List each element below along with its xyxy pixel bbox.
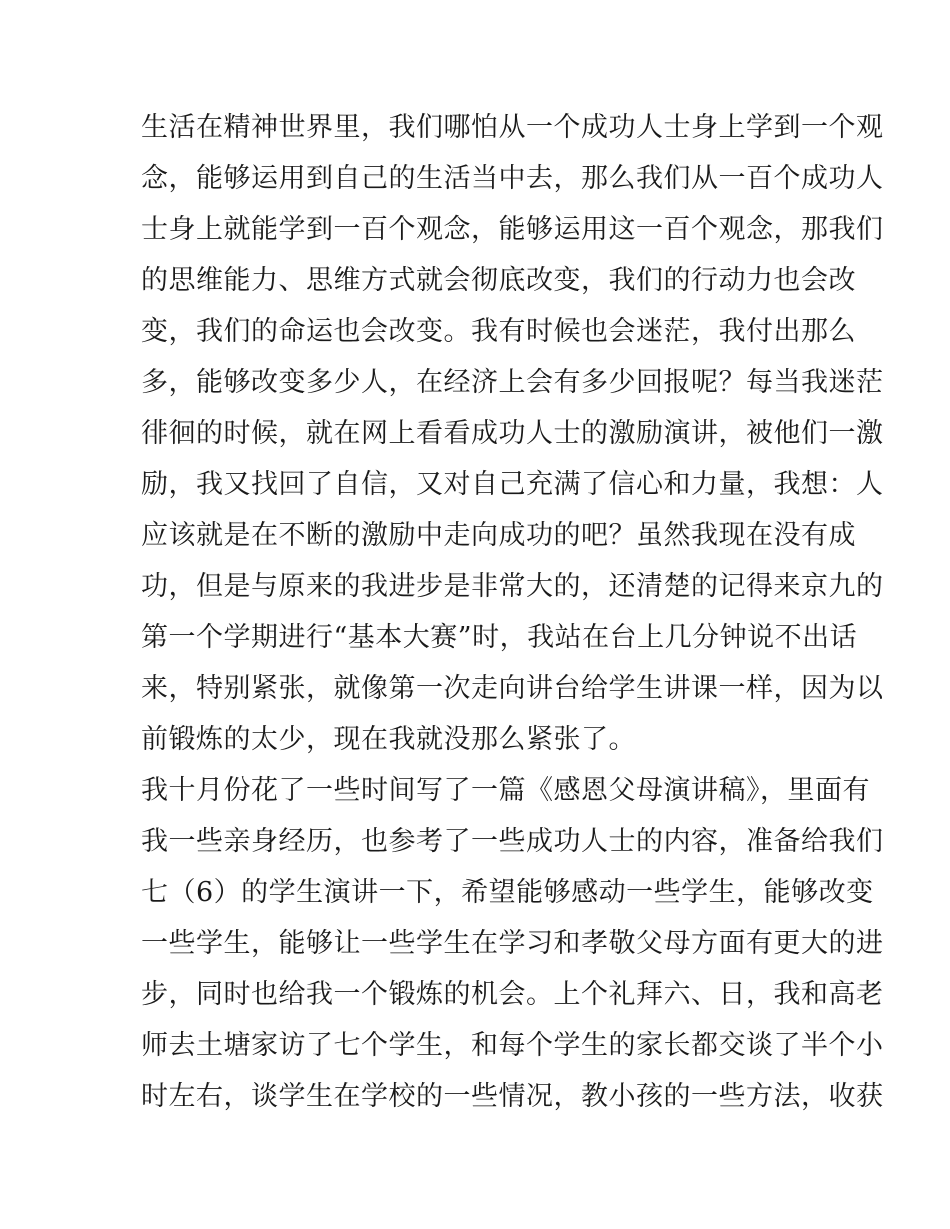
text-line: 我一些亲身经历，也参考了一些成功人士的内容，准备给我们 <box>141 826 884 857</box>
text-line: 生活在精神世界里，我们哪怕从一个成功人士身上学到一个观 <box>141 112 884 143</box>
text-line: 步，同时也给我一个锻炼的机会。上个礼拜六、日，我和高老 <box>141 979 884 1010</box>
text-line: 徘徊的时候，就在网上看看成功人士的激励演讲，被他们一激 <box>141 418 884 449</box>
text-line: 励，我又找回了自信，又对自己充满了信心和力量，我想：人 <box>141 469 884 500</box>
text-line: 我十月份花了一些时间写了一篇《感恩父母演讲稿》，里面有 <box>141 775 870 806</box>
text-line: 多，能够改变多少人，在经济上会有多少回报呢？每当我迷茫 <box>141 367 884 398</box>
text-line: 来，特别紧张，就像第一次走向讲台给学生讲课一样，因为以 <box>141 673 884 704</box>
text-line: 前锻炼的太少，现在我就没那么紧张了。 <box>141 724 636 755</box>
text-line: 时左右，谈学生在学校的一些情况，教小孩的一些方法，收获 <box>141 1081 884 1112</box>
text-line: 应该就是在不断的激励中走向成功的吧？虽然我现在没有成 <box>141 520 856 551</box>
text-line: 第一个学期进行“基本大赛”时，我站在台上几分钟说不出话 <box>141 622 858 653</box>
text-line: 一些学生，能够让一些学生在学习和孝敬父母方面有更大的进 <box>141 928 884 959</box>
text-line: 变，我们的命运也会改变。我有时候也会迷茫，我付出那么 <box>141 316 856 347</box>
text-line: 士身上就能学到一百个观念，能够运用这一百个观念，那我们 <box>141 214 884 245</box>
text-line: 功，但是与原来的我进步是非常大的，还清楚的记得来京九的 <box>141 571 884 602</box>
text-line: 念，能够运用到自己的生活当中去，那么我们从一百个成功人 <box>141 163 884 194</box>
text-line: 七（6）的学生演讲一下，希望能够感动一些学生，能够改变 <box>141 877 874 908</box>
text-line: 师去土塘家访了七个学生，和每个学生的家长都交谈了半个小 <box>141 1030 884 1061</box>
text-line: 的思维能力、思维方式就会彻底改变，我们的行动力也会改 <box>141 265 856 296</box>
